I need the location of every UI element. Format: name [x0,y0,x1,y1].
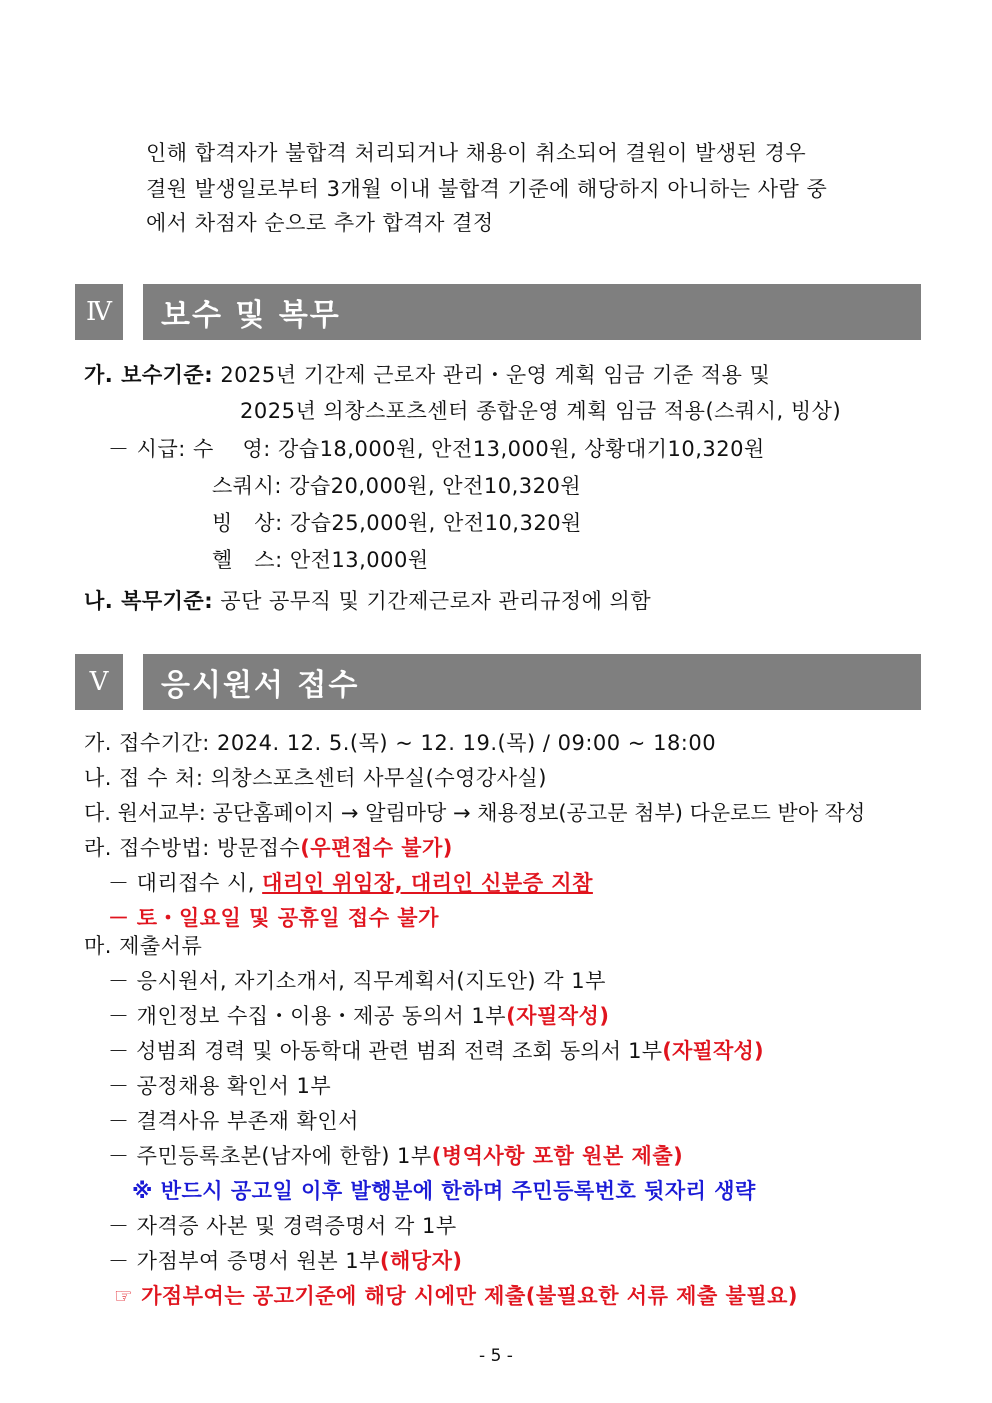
document-item-6 [108,1141,683,1171]
page-number: - 5 - [479,1346,513,1366]
intro-line-3: 에서 차점자 순으로 추가 합격자 결정 [146,211,494,235]
section-5-title: 응시원서 접수 [143,654,921,710]
document-item-8 [108,1246,462,1276]
weekend-notice [108,903,439,933]
pay-standard-label: 가. 보수기준: [84,363,214,387]
section-4-number: Ⅳ [75,284,123,340]
reception-place: 나. 접 수 처: 의창스포츠센터 사무실(수영강사실) [84,766,547,790]
weekend-notice-text: 토・일요일 및 공휴일 접수 불가 [136,906,439,930]
weekend-dash: － [108,906,130,930]
wage-line-health: 헬 스: 안전13,000원 [212,548,429,572]
document-item-7: － 자격증 사본 및 경력증명서 각 1부 [108,1214,457,1238]
document-item-8-note: (해당자) [379,1249,463,1273]
pay-standard-text-1: 2025년 기간제 근로자 관리・운영 계획 임금 기준 적용 및 [220,363,771,387]
document-item-8-text: － 가점부여 증명서 원본 1부 [108,1249,380,1273]
document-item-4: － 공정채용 확인서 1부 [108,1074,332,1098]
pay-standard-text-2: 2025년 의창스포츠센터 종합운영 계획 임금 적용(스쿼시, 빙상) [240,399,842,423]
wage-line-swim: － 시급: 수 영: 강습18,000원, 안전13,000원, 상황대기10,320원 [108,437,765,461]
intro-line-1: 인해 합격자가 불합격 처리되거나 채용이 취소되어 결원이 발생된 경우 [146,141,807,165]
reception-method [84,833,453,863]
proxy-reception-note: 대리인 위임장, 대리인 신분증 지참 [262,871,593,895]
duty-standard-label: 나. 복무기준: [84,589,214,613]
form-distribution: 다. 원서교부: 공단홈페이지 → 알림마당 → 채용정보(공고문 첨부) 다운로드 받아 작성 [84,801,866,825]
section-4-title: 보수 및 복무 [143,284,921,340]
proxy-reception [108,868,593,898]
reception-method-note: (우편접수 불가) [300,836,453,860]
reception-period: 가. 접수기간: 2024. 12. 5.(목) ~ 12. 19.(목) / 09:00 ~ 18:00 [84,731,717,755]
duty-standard-text: 공단 공무직 및 기간제근로자 관리규정에 의함 [220,589,652,613]
resident-registration-note: ※ 반드시 공고일 이후 발행분에 한하며 주민등록번호 뒷자리 생략 [132,1179,756,1203]
pay-standard-line-1 [84,360,770,390]
document-item-1: － 응시원서, 자기소개서, 직무계획서(지도안) 각 1부 [108,969,606,993]
document-item-6-note: (병역사항 포함 원본 제출) [431,1144,684,1168]
duty-standard-line [84,586,651,616]
wage-line-ice: 빙 상: 강습25,000원, 안전10,320원 [212,511,582,535]
reception-method-text: 라. 접수방법: 방문접수 [84,836,301,860]
document-item-6-text: － 주민등록초본(남자에 한함) 1부 [108,1144,432,1168]
document-item-5: － 결격사유 부존재 확인서 [108,1109,359,1133]
document-item-2 [108,1001,609,1031]
intro-line-2: 결원 발생일로부터 3개월 이내 불합격 기준에 해당하지 아니하는 사람 중 [146,177,828,201]
section-5-number: Ⅴ [75,654,123,710]
bonus-point-note: ☞ 가점부여는 공고기준에 해당 시에만 제출(불필요한 서류 제출 불필요) [114,1284,799,1308]
document-item-2-note: (자필작성) [506,1004,610,1028]
document-item-3 [108,1036,764,1066]
wage-line-squash: 스쿼시: 강습20,000원, 안전10,320원 [212,474,582,498]
document-item-2-text: － 개인정보 수집・이용・제공 동의서 1부 [108,1004,507,1028]
proxy-reception-text: － 대리접수 시, [108,871,255,895]
document-item-3-note: (자필작성) [662,1039,764,1063]
document-item-3-text: － 성범죄 경력 및 아동학대 관련 범죄 전력 조회 동의서 1부 [108,1039,663,1063]
documents-label: 마. 제출서류 [84,934,203,958]
